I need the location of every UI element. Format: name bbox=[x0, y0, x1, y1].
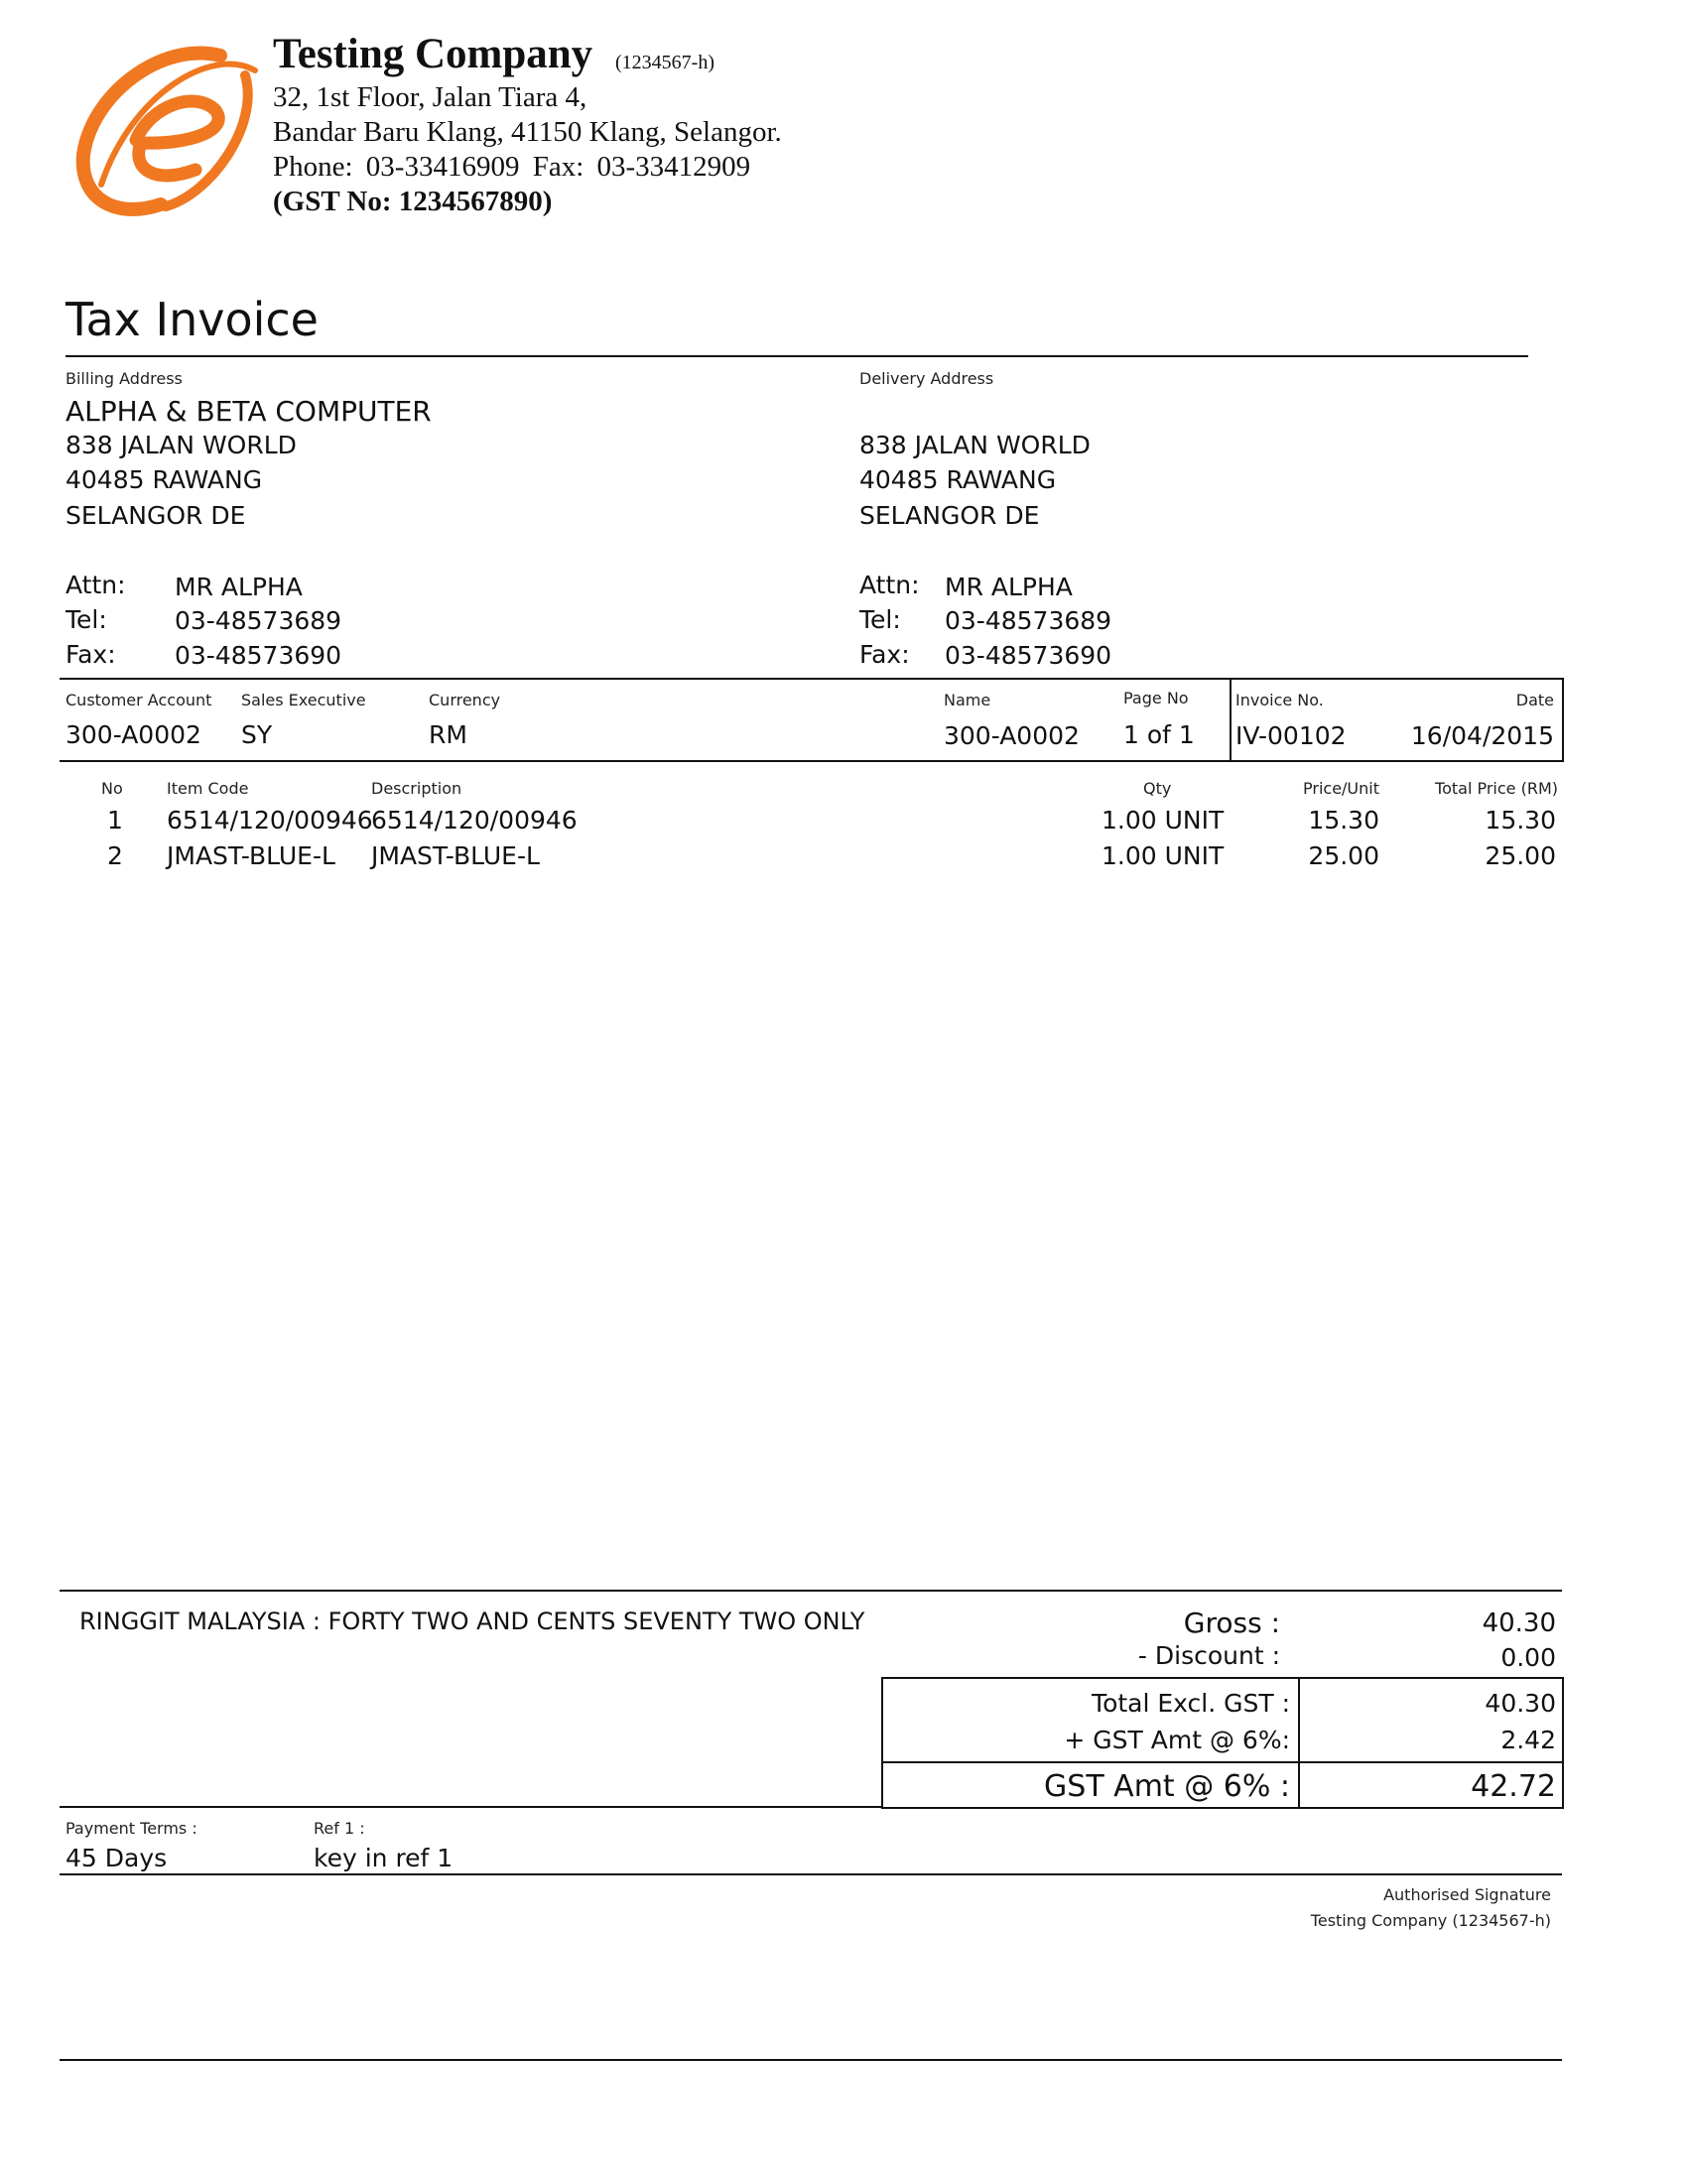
company-name: Testing Company bbox=[273, 31, 593, 77]
company-logo bbox=[71, 36, 260, 224]
name-label: Name bbox=[944, 691, 991, 709]
gross-value: 40.30 bbox=[1482, 1608, 1556, 1638]
invoice-date: 16/04/2015 bbox=[1410, 721, 1554, 750]
col-header-item-code: Item Code bbox=[167, 779, 249, 798]
row-total: 15.30 bbox=[1485, 806, 1556, 835]
ref1-label: Ref 1 : bbox=[314, 1819, 365, 1838]
row-price: 25.00 bbox=[1308, 841, 1379, 870]
customer-account: 300-A0002 bbox=[65, 720, 201, 749]
customer-account-label: Customer Account bbox=[65, 691, 212, 709]
billing-tel: 03-48573689 bbox=[175, 606, 342, 635]
page-title: Tax Invoice bbox=[65, 293, 319, 346]
total-excl-gst-label: Total Excl. GST : bbox=[1092, 1689, 1290, 1718]
delivery-fax: 03-48573690 bbox=[945, 641, 1112, 670]
col-header-no: No bbox=[101, 779, 123, 798]
billing-line1: 838 JALAN WORLD bbox=[65, 431, 297, 459]
amount-in-words: RINGGIT MALAYSIA : FORTY TWO AND CENTS SEVENTY TWO ONLY bbox=[79, 1607, 865, 1635]
company-phone-fax: Phone: 03-33416909 Fax: 03-33412909 bbox=[273, 151, 751, 183]
discount-label: - Discount : bbox=[1137, 1641, 1280, 1670]
gross-label: Gross : bbox=[1183, 1606, 1280, 1639]
delivery-line3: SELANGOR DE bbox=[859, 501, 1040, 530]
currency: RM bbox=[429, 720, 467, 749]
company-address-line2: Bandar Baru Klang, 41150 Klang, Selangor. bbox=[273, 116, 782, 148]
signature-company: Testing Company (1234567-h) bbox=[1310, 1911, 1551, 1930]
payment-terms-label: Payment Terms : bbox=[65, 1819, 197, 1838]
row-description: JMAST-BLUE-L bbox=[371, 841, 540, 870]
discount-value: 0.00 bbox=[1500, 1643, 1556, 1672]
billing-tel-label: Tel: bbox=[65, 605, 107, 634]
payment-terms: 45 Days bbox=[65, 1844, 168, 1872]
delivery-tel: 03-48573689 bbox=[945, 606, 1112, 635]
summary-bottom-divider bbox=[60, 1806, 883, 1808]
row-qty: 1.00 UNIT bbox=[1102, 841, 1225, 870]
gst-amount-value: 2.42 bbox=[1500, 1726, 1556, 1754]
grand-total-value: 42.72 bbox=[1471, 1769, 1556, 1804]
delivery-address-label: Delivery Address bbox=[859, 369, 994, 388]
row-no: 1 bbox=[107, 806, 123, 835]
customer-name: 300-A0002 bbox=[944, 721, 1080, 750]
billing-fax-label: Fax: bbox=[65, 640, 116, 669]
invoice-number: IV-00102 bbox=[1235, 721, 1347, 750]
sales-executive-label: Sales Executive bbox=[241, 691, 366, 709]
row-total: 25.00 bbox=[1485, 841, 1556, 870]
col-header-total: Total Price (RM) bbox=[1435, 779, 1558, 798]
billing-line3: SELANGOR DE bbox=[65, 501, 246, 530]
row-item-code: 6514/120/00946 bbox=[167, 806, 373, 835]
company-reg-no: (1234567-h) bbox=[615, 52, 714, 73]
invoice-number-label: Invoice No. bbox=[1235, 691, 1324, 709]
billing-fax: 03-48573690 bbox=[175, 641, 342, 670]
company-gst-no: (GST No: 1234567890) bbox=[273, 186, 553, 217]
title-divider bbox=[65, 355, 1528, 357]
footer-divider bbox=[60, 1873, 1562, 1875]
date-label: Date bbox=[1515, 691, 1554, 709]
gst-amount-label: + GST Amt @ 6%: bbox=[1064, 1726, 1290, 1754]
col-header-price: Price/Unit bbox=[1303, 779, 1379, 798]
orange-e-swirl-logo-icon bbox=[71, 36, 260, 224]
delivery-tel-label: Tel: bbox=[859, 605, 901, 634]
authorised-signature-label: Authorised Signature bbox=[1383, 1885, 1551, 1904]
col-header-description: Description bbox=[371, 779, 462, 798]
row-no: 2 bbox=[107, 841, 123, 870]
currency-label: Currency bbox=[429, 691, 501, 709]
billing-attn-label: Attn: bbox=[65, 571, 126, 599]
billing-name: ALPHA & BETA COMPUTER bbox=[65, 395, 432, 428]
total-excl-gst-value: 40.30 bbox=[1485, 1689, 1556, 1718]
page-no: 1 of 1 bbox=[1123, 720, 1195, 749]
ref1-value: key in ref 1 bbox=[314, 1844, 454, 1872]
col-header-qty: Qty bbox=[1143, 779, 1172, 798]
delivery-fax-label: Fax: bbox=[859, 640, 910, 669]
gst-box-vertical-divider bbox=[1298, 1677, 1300, 1809]
billing-line2: 40485 RAWANG bbox=[65, 465, 263, 494]
delivery-attn-label: Attn: bbox=[859, 571, 920, 599]
delivery-line2: 40485 RAWANG bbox=[859, 465, 1057, 494]
row-item-code: JMAST-BLUE-L bbox=[167, 841, 335, 870]
billing-attn: MR ALPHA bbox=[175, 573, 303, 601]
page-bottom-divider bbox=[60, 2059, 1562, 2061]
row-description: 6514/120/00946 bbox=[371, 806, 578, 835]
page-no-label: Page No bbox=[1123, 689, 1189, 707]
summary-top-divider bbox=[60, 1590, 1562, 1592]
delivery-line1: 838 JALAN WORLD bbox=[859, 431, 1091, 459]
sales-executive: SY bbox=[241, 720, 273, 749]
billing-address-label: Billing Address bbox=[65, 369, 183, 388]
row-price: 15.30 bbox=[1308, 806, 1379, 835]
company-address-line1: 32, 1st Floor, Jalan Tiara 4, bbox=[273, 81, 587, 113]
gst-box-horizontal-divider bbox=[881, 1761, 1564, 1763]
grand-total-label: GST Amt @ 6% : bbox=[1044, 1769, 1290, 1804]
delivery-attn: MR ALPHA bbox=[945, 573, 1073, 601]
row-qty: 1.00 UNIT bbox=[1102, 806, 1225, 835]
